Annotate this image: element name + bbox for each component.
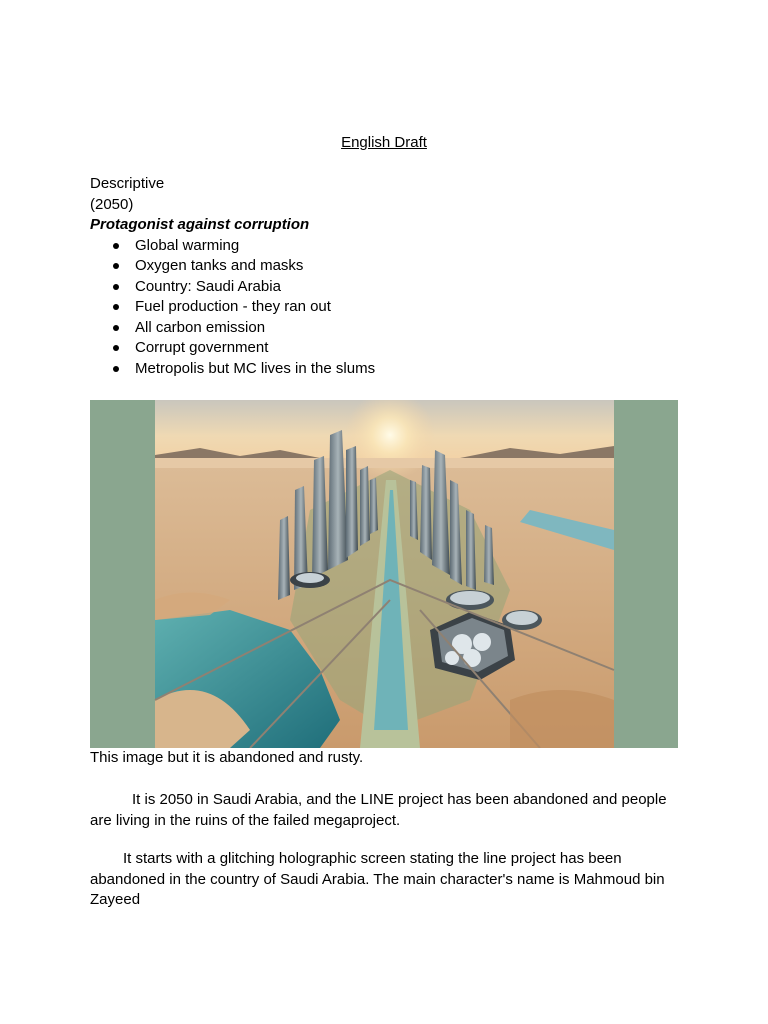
futuristic-city-image xyxy=(90,400,678,748)
image-caption: This image but it is abandoned and rusty. xyxy=(90,749,364,766)
paragraph xyxy=(90,849,680,911)
list-item-text: Country: Saudi Arabia xyxy=(135,277,281,295)
bullet-icon xyxy=(113,284,119,290)
document-title: English Draft xyxy=(341,134,427,151)
list-item-text: All carbon emission xyxy=(135,318,266,336)
paragraph xyxy=(90,790,680,831)
document-body xyxy=(90,174,680,379)
bullet-icon xyxy=(113,345,119,351)
year-label: (2050) xyxy=(90,195,134,213)
bullet-icon xyxy=(113,325,119,331)
bullet-icon xyxy=(113,263,119,269)
list-item xyxy=(90,297,680,318)
list-item xyxy=(90,236,680,257)
bullet-list xyxy=(90,236,680,380)
paragraph-text: It starts with a glitching holographic screen stating the line project has been abandoned in the country of Saudi Arabia. The main character's name is Mahmoud bin Zayeed xyxy=(90,850,665,908)
paragraph-text: It is 2050 in Saudi Arabia, and the LINE project has been abandoned and people are living in the ruins of the failed megaproject. xyxy=(90,791,667,829)
bullet-icon xyxy=(113,304,119,310)
bullet-icon xyxy=(113,366,119,372)
section-heading: Protagonist against corruption xyxy=(90,216,310,233)
list-item-text: Corrupt government xyxy=(135,339,269,356)
list-item xyxy=(90,277,680,298)
city-illustration xyxy=(90,400,678,748)
descriptive-label: Descriptive xyxy=(90,175,165,192)
bullet-icon xyxy=(113,243,119,249)
list-item xyxy=(90,338,680,359)
list-item-text: Global warming xyxy=(135,236,240,254)
list-item-text: Fuel production - they ran out xyxy=(135,298,331,315)
list-item xyxy=(90,359,680,380)
list-item-text: Metropolis but MC lives in the slums xyxy=(135,359,376,377)
list-item xyxy=(90,318,680,339)
list-item xyxy=(90,256,680,277)
list-item-text: Oxygen tanks and masks xyxy=(135,257,304,274)
